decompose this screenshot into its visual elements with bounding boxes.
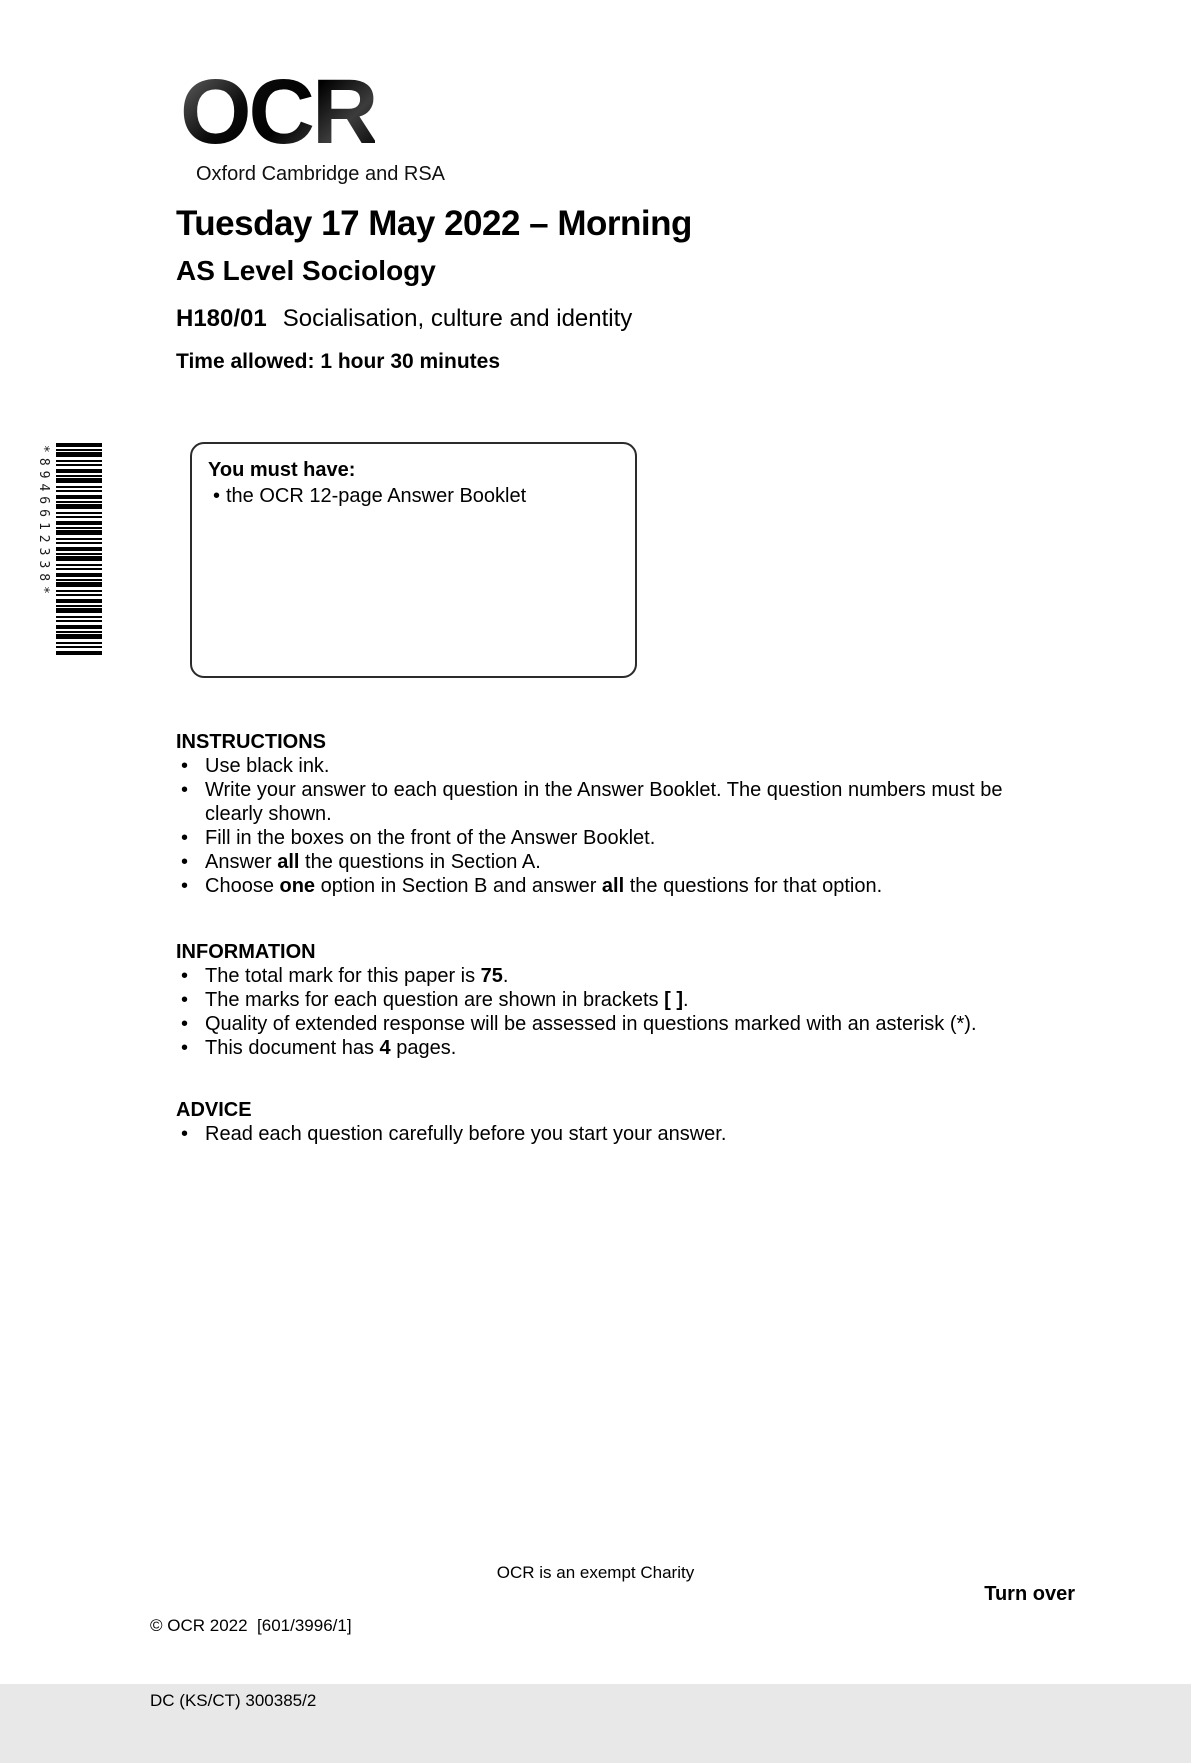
list-item — [176, 874, 1036, 898]
bullet-icon: • — [181, 989, 189, 1011]
bullet-icon: • — [213, 485, 221, 507]
information-list — [176, 964, 1036, 1060]
ocr-logo-tagline: Oxford Cambridge and RSA — [196, 163, 446, 185]
bullet-icon: • — [181, 1013, 189, 1035]
time-allowed: Time allowed: 1 hour 30 minutes — [176, 350, 501, 373]
footer-dc-code: DC (KS/CT) 300385/2 — [150, 1691, 317, 1710]
information-section — [176, 940, 1036, 1060]
turn-over-label: Turn over — [984, 1583, 1075, 1605]
instructions-list — [176, 754, 1036, 898]
bullet-icon: • — [181, 965, 189, 987]
list-item — [176, 778, 1036, 826]
list-item — [176, 1036, 1036, 1060]
bullet-icon: • — [181, 827, 189, 849]
exam-subject-title: AS Level Sociology — [176, 255, 436, 286]
information-heading: INFORMATION — [176, 941, 316, 963]
bullet-icon: • — [181, 779, 189, 801]
bullet-icon: • — [181, 1037, 189, 1059]
paper-code-line — [176, 305, 632, 333]
bullet-icon: • — [181, 755, 189, 777]
list-item-text: Choose one option in Section B and answer all the questions for that option. — [205, 875, 883, 897]
list-item — [176, 1122, 1036, 1146]
bullet-icon: • — [181, 875, 189, 897]
paper-title: Socialisation, culture and identity — [282, 305, 633, 332]
list-item-text: Read each question carefully before you start your answer. — [205, 1123, 727, 1145]
bullet-icon: • — [181, 851, 189, 873]
list-item-text: Fill in the boxes on the front of the Answer Booklet. — [205, 827, 656, 849]
exam-date-title: Tuesday 17 May 2022 – Morning — [176, 204, 692, 243]
list-item — [176, 964, 1036, 988]
list-item-text: The total mark for this paper is 75. — [205, 965, 509, 987]
barcode-digits: *8946612338* — [36, 445, 51, 599]
must-have-box — [190, 442, 637, 678]
list-item-text: Quality of extended response will be assessed in questions marked with an asterisk (*). — [205, 1013, 977, 1035]
bullet-icon: • — [181, 1123, 189, 1145]
list-item — [176, 988, 1036, 1012]
list-item — [208, 483, 619, 509]
list-item-text: Answer all the questions in Section A. — [205, 851, 541, 873]
footer-imprint — [150, 1563, 352, 1763]
list-item-text: This document has 4 pages. — [205, 1037, 457, 1059]
footer-charity-note: OCR is an exempt Charity — [496, 1563, 695, 1582]
list-item — [176, 1012, 1036, 1036]
must-have-heading: You must have: — [208, 459, 356, 481]
paper-code: H180/01 — [176, 305, 267, 332]
advice-list — [176, 1122, 1036, 1146]
list-item-text: the OCR 12-page Answer Booklet — [226, 485, 527, 507]
advice-section — [176, 1098, 1036, 1146]
footer-copyright: © OCR 2022 [601/3996/1] — [150, 1616, 352, 1635]
list-item — [176, 850, 1036, 874]
advice-heading: ADVICE — [176, 1099, 252, 1121]
list-item — [176, 754, 1036, 778]
barcode — [36, 443, 102, 655]
must-have-list — [208, 483, 619, 509]
list-item-text: Use black ink. — [205, 755, 330, 777]
ocr-logo: OCR — [180, 61, 376, 163]
list-item — [176, 826, 1036, 850]
list-item-text: Write your answer to each question in the Answer Booklet. The question numbers must be clearly shown. — [205, 779, 1003, 825]
barcode-bars-icon — [56, 443, 102, 655]
instructions-heading: INSTRUCTIONS — [176, 731, 326, 753]
list-item-text: The marks for each question are shown in brackets [ ]. — [205, 989, 689, 1011]
instructions-section — [176, 730, 1036, 898]
